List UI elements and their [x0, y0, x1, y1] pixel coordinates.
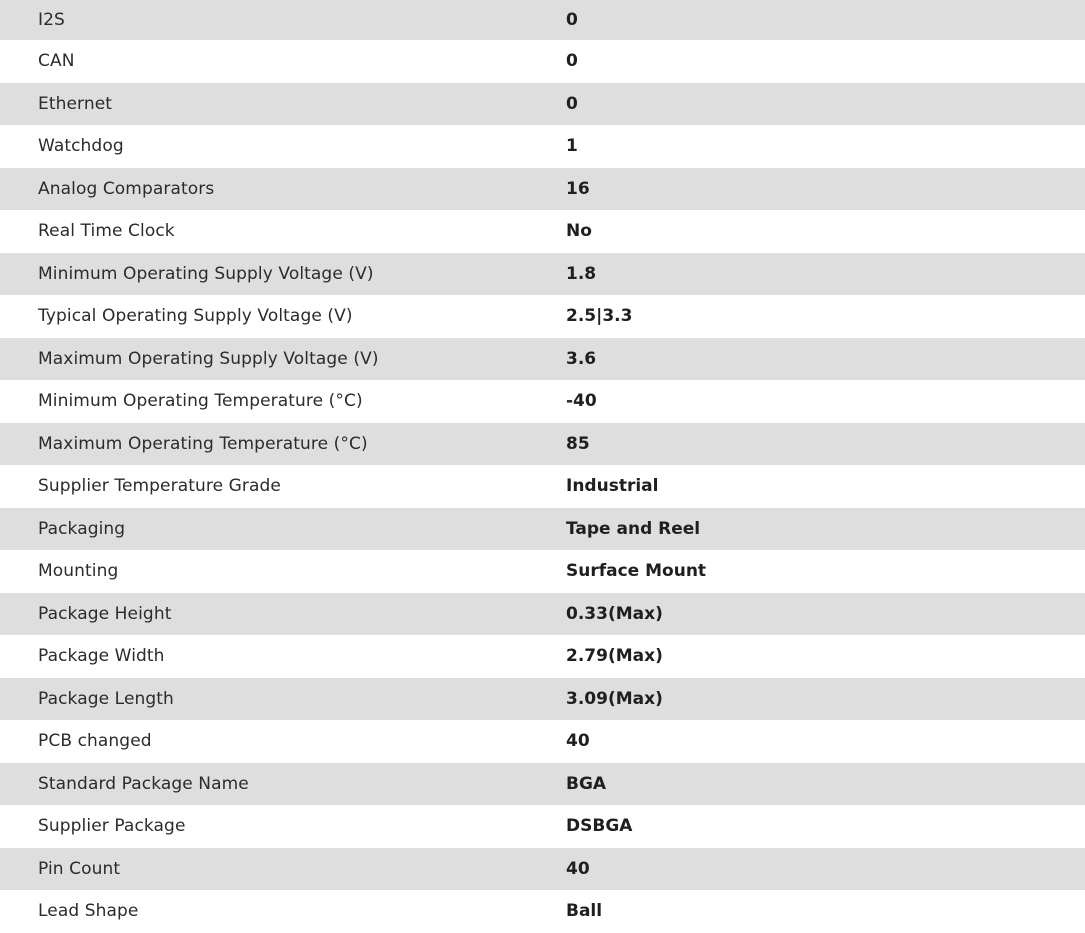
spec-name: Real Time Clock: [38, 221, 175, 242]
spec-name: Packaging: [38, 518, 126, 539]
spec-name: Ethernet: [38, 93, 113, 114]
spec-name: Supplier Temperature Grade: [38, 476, 281, 497]
spec-value: 0: [566, 51, 578, 72]
spec-row: [0, 763, 1085, 806]
spec-value: BGA: [566, 773, 607, 794]
spec-value: Tape and Reel: [566, 518, 701, 539]
spec-value: 0.33(Max): [566, 603, 663, 624]
spec-row: [0, 0, 1085, 40]
spec-name: Maximum Operating Supply Voltage (V): [38, 348, 379, 369]
spec-name: CAN: [38, 51, 75, 72]
spec-row: [0, 125, 1085, 168]
spec-row: [0, 210, 1085, 253]
spec-value: 0: [566, 10, 578, 30]
spec-name: Mounting: [38, 561, 119, 582]
spec-value: 40: [566, 858, 590, 879]
spec-row: [0, 720, 1085, 763]
spec-name: Package Width: [38, 646, 165, 667]
spec-name: Typical Operating Supply Voltage (V): [38, 306, 353, 327]
spec-value: 3.09(Max): [566, 688, 663, 709]
spec-row: [0, 423, 1085, 466]
spec-name: Maximum Operating Temperature (°C): [38, 433, 368, 454]
spec-name: I2S: [38, 10, 65, 30]
spec-name: Minimum Operating Temperature (°C): [38, 391, 363, 412]
spec-name: PCB changed: [38, 731, 152, 752]
spec-value: DSBGA: [566, 816, 633, 837]
spec-name: Minimum Operating Supply Voltage (V): [38, 263, 374, 284]
spec-value: Ball: [566, 901, 603, 922]
spec-row: [0, 848, 1085, 891]
spec-name: Analog Comparators: [38, 178, 215, 199]
spec-row: [0, 678, 1085, 721]
spec-row: [0, 805, 1085, 848]
spec-value: 1: [566, 136, 578, 157]
spec-row: [0, 508, 1085, 551]
spec-value: 2.5|3.3: [566, 306, 633, 327]
spec-name: Supplier Package: [38, 816, 186, 837]
spec-value: 0: [566, 93, 578, 114]
spec-row: [0, 593, 1085, 636]
spec-row: [0, 168, 1085, 211]
spec-value: 1.8: [566, 263, 597, 284]
spec-name: Pin Count: [38, 858, 121, 879]
spec-value: Industrial: [566, 476, 659, 497]
spec-name: Lead Shape: [38, 901, 139, 922]
spec-row: [0, 338, 1085, 381]
spec-value: 3.6: [566, 348, 597, 369]
spec-row: [0, 890, 1085, 933]
spec-row: [0, 550, 1085, 593]
spec-row: [0, 40, 1085, 83]
spec-row: [0, 635, 1085, 678]
spec-name: Package Length: [38, 688, 174, 709]
spec-row: [0, 253, 1085, 296]
spec-row: [0, 295, 1085, 338]
spec-value: 16: [566, 178, 590, 199]
spec-value: 85: [566, 433, 590, 454]
spec-value: No: [566, 221, 592, 242]
spec-value: 2.79(Max): [566, 646, 663, 667]
spec-name: Package Height: [38, 603, 172, 624]
spec-row: [0, 83, 1085, 126]
spec-name: Standard Package Name: [38, 773, 249, 794]
spec-value: -40: [566, 391, 597, 412]
spec-row: [0, 465, 1085, 508]
spec-value: 40: [566, 731, 590, 752]
spec-row: [0, 380, 1085, 423]
spec-name: Watchdog: [38, 136, 124, 157]
spec-value: Surface Mount: [566, 561, 707, 582]
